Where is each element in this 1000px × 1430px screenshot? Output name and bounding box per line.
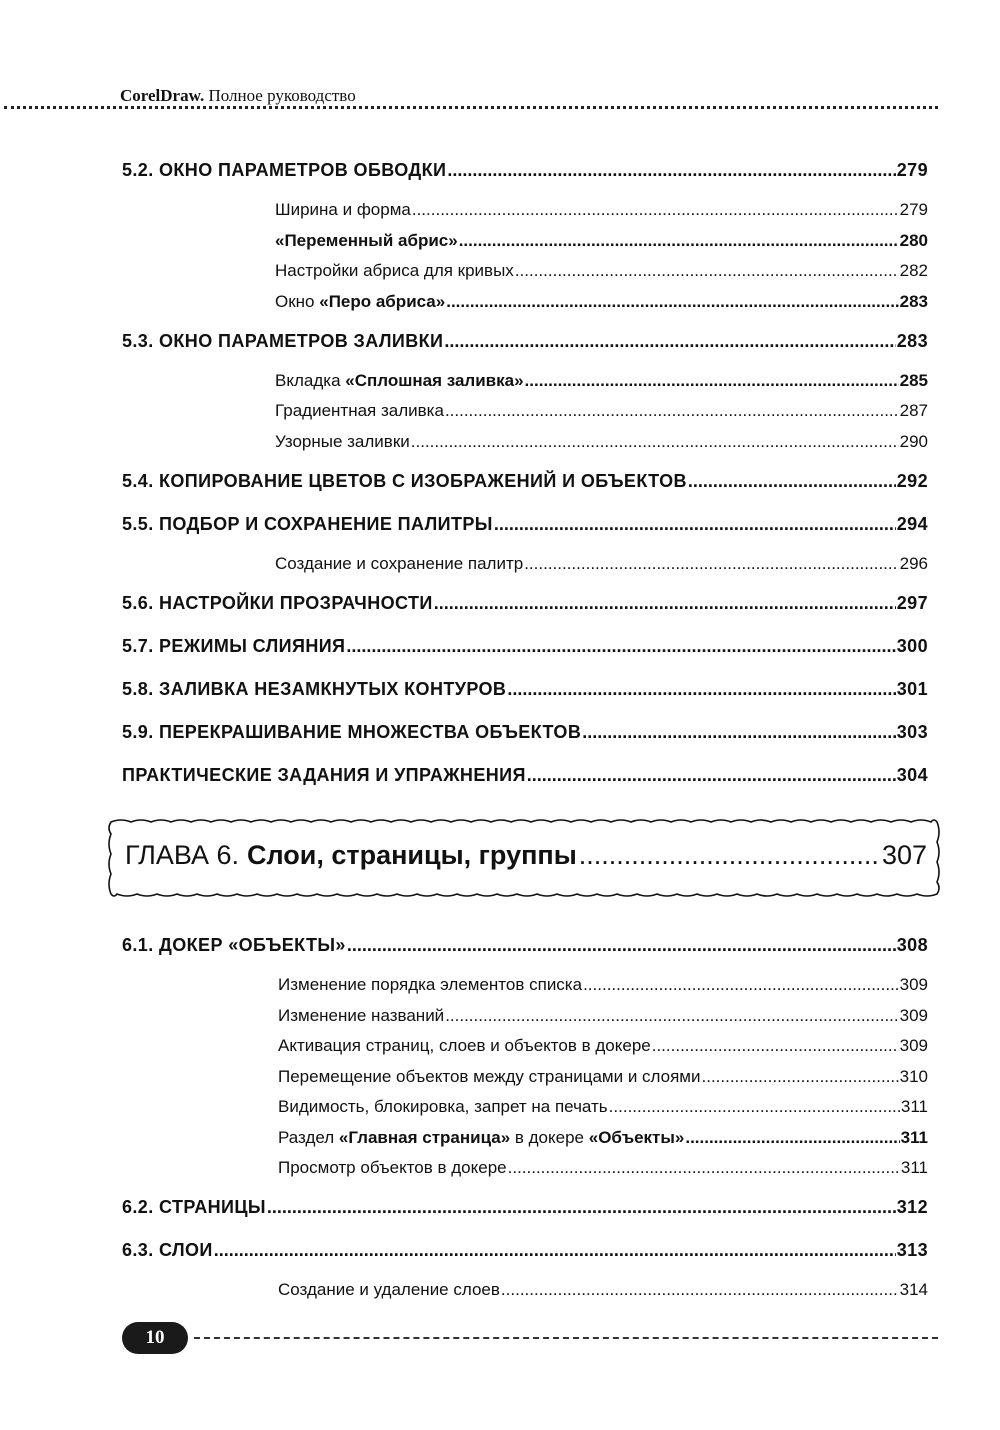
toc-entry-title: Видимость, блокировка, запрет на печать: [278, 1097, 608, 1116]
toc-entry-page: 303: [896, 721, 928, 742]
toc-entry-title: Настройки абриса для кривых: [275, 261, 514, 280]
book-title: CorelDraw.: [120, 86, 205, 105]
title-bold-part: «Перо абриса»: [319, 291, 446, 311]
toc-entry-page: 283: [896, 330, 928, 351]
chapter-title: Слои, страницы, группы: [246, 840, 577, 870]
toc-entry-5-4[interactable]: [122, 463, 928, 506]
toc-entry-page: 312: [896, 1197, 928, 1217]
toc-entry-page: 314: [899, 1280, 928, 1299]
toc-entry-title: 5.4. КОПИРОВАНИЕ ЦВЕТОВ С ИЗОБРАЖЕНИЙ И ОБЪЕКТОВ: [122, 470, 687, 491]
toc-entry-5-7[interactable]: [122, 628, 928, 671]
toc-subentry[interactable]: [278, 1001, 928, 1032]
toc-entry-6-2[interactable]: [122, 1189, 928, 1232]
leader-dots: [525, 366, 899, 397]
leader-dots: [508, 1153, 900, 1184]
toc-entry-5-2[interactable]: [122, 152, 928, 195]
leader-dots: [447, 152, 895, 188]
toc-entry-page: 313: [896, 1240, 928, 1260]
title-plain-part: Раздел: [278, 1127, 339, 1147]
toc-entry-title: Узорные заливки: [275, 431, 410, 451]
footer-dashed-rule: [194, 1337, 938, 1339]
toc-entry-page: 304: [896, 764, 928, 785]
toc-subentry[interactable]: [275, 287, 928, 323]
toc-entry-title: Активация страниц, слоев и объектов в докере: [278, 1036, 651, 1055]
leader-dots: [524, 549, 898, 580]
toc-section-5: [122, 152, 928, 800]
chapter-page: 307: [881, 840, 927, 870]
leader-dots: [685, 1123, 899, 1154]
chapter-label: ГЛАВА 6.: [125, 840, 239, 870]
toc-entry-page: 297: [896, 592, 928, 613]
toc-entry-title: [278, 1123, 684, 1154]
toc-entry-page: 292: [896, 470, 928, 491]
toc-subentry[interactable]: [275, 195, 928, 226]
toc-subentry[interactable]: [275, 226, 928, 257]
toc-entry-title: Перемещение объектов между страницами и слоями: [278, 1066, 701, 1086]
leader-dots: [501, 1275, 899, 1306]
toc-entry-page: 309: [899, 1005, 928, 1025]
leader-dots: [445, 396, 899, 427]
toc-entry-page: 283: [899, 291, 928, 311]
toc-subentry[interactable]: [275, 256, 928, 287]
chapter-title-line: [125, 840, 927, 871]
toc-entry-title: 5.6. НАСТРОЙКИ ПРОЗРАЧНОСТИ: [122, 592, 433, 613]
page-number-badge: 10: [122, 1322, 188, 1354]
toc-entry-title: [275, 366, 524, 397]
toc-entry-5-9[interactable]: [122, 714, 928, 757]
toc-entry-title: 5.2. ОКНО ПАРАМЕТРОВ ОБВОДКИ: [122, 160, 447, 180]
toc-entry-title: Изменение названий: [278, 1005, 445, 1025]
book-subtitle: Полное руководство: [208, 86, 356, 105]
header-dotted-rule: [4, 106, 938, 109]
leader-dots: [214, 1232, 896, 1268]
toc-entry-page: 311: [900, 1158, 928, 1177]
toc-entry-title: Ширина и форма: [275, 200, 411, 219]
toc-entry-5-8[interactable]: [122, 671, 928, 714]
leader-dots: [459, 226, 899, 257]
leader-dots: [583, 970, 899, 1001]
toc-entry-title: 5.7. РЕЖИМЫ СЛИЯНИЯ: [122, 635, 346, 656]
toc-entry-page: 310: [899, 1066, 928, 1086]
toc-subentry[interactable]: [278, 1062, 928, 1093]
toc-entry-5-6[interactable]: [122, 585, 928, 628]
toc-entry-page: 300: [896, 635, 928, 656]
toc-entry-page: 309: [899, 1036, 928, 1055]
toc-subentry[interactable]: [275, 366, 928, 397]
toc-entry-page: 285: [899, 370, 928, 390]
leader-dots: [346, 628, 895, 664]
title-bold-part: «Сплошная заливка»: [345, 370, 524, 390]
toc-subentry[interactable]: [278, 1031, 928, 1062]
toc-entry-title: 6.1. ДОКЕР «ОБЪЕКТЫ»: [122, 935, 346, 955]
leader-dots: [527, 757, 896, 793]
toc-entry-page: 308: [896, 935, 928, 955]
toc-entry-title: Создание и удаление слоев: [278, 1280, 500, 1299]
title-plain-part: в докере: [510, 1127, 589, 1147]
toc-entry-page: 282: [899, 261, 928, 280]
toc-entry-page: 287: [899, 401, 928, 420]
toc-entry-page: 280: [899, 230, 928, 250]
leader-dots: [446, 287, 898, 318]
toc-entry-page: 294: [896, 513, 928, 534]
leader-dots: [609, 1092, 900, 1123]
toc-entry-page: 311: [900, 1127, 928, 1147]
leader-dots: [515, 256, 899, 287]
toc-section-6: [122, 927, 928, 1306]
title-bold-part: «Объекты»: [588, 1127, 685, 1147]
toc-entry-5-5[interactable]: [122, 506, 928, 549]
leader-dots: [411, 427, 899, 458]
leader-dots: [582, 714, 896, 750]
toc-subentry[interactable]: [278, 1275, 928, 1306]
toc-subentry[interactable]: [278, 1092, 928, 1123]
toc-entry-title: Просмотр объектов в докере: [278, 1158, 507, 1177]
toc-entry-title: Создание и сохранение палитр: [275, 553, 524, 573]
toc-subentry[interactable]: [278, 1123, 928, 1154]
leader-dots: [507, 671, 895, 707]
leader-dots: [688, 463, 896, 499]
toc-entry-title: Градиентная заливка: [275, 401, 444, 420]
toc-entry-title: «Переменный абрис»: [275, 230, 458, 250]
title-plain-part: Вкладка: [275, 370, 346, 390]
toc-entry-title: Изменение порядка элементов списка: [278, 975, 583, 994]
toc-entry-title: ПРАКТИЧЕСКИЕ ЗАДАНИЯ И УПРАЖНЕНИЯ: [122, 764, 526, 785]
title-plain-part: Окно: [275, 291, 320, 311]
toc-subentry[interactable]: [278, 1153, 928, 1189]
toc-entry-title: 5.9. ПЕРЕКРАШИВАНИЕ МНОЖЕСТВА ОБЪЕКТОВ: [122, 721, 582, 742]
leader-dots: [444, 323, 895, 359]
toc-entry-page: 279: [899, 200, 928, 219]
toc-entry-title: 6.2. СТРАНИЦЫ: [122, 1197, 266, 1217]
toc-entry-6-1[interactable]: [122, 927, 928, 970]
leader-dots: [267, 1189, 896, 1225]
toc-entry-6-3[interactable]: [122, 1232, 928, 1275]
toc-entry-title: 5.3. ОКНО ПАРАМЕТРОВ ЗАЛИВКИ: [122, 330, 444, 351]
toc-entry-title: 6.3. СЛОИ: [122, 1240, 213, 1260]
running-header: [120, 86, 356, 106]
toc-subentry[interactable]: [278, 970, 928, 1001]
toc-entry-page: 309: [899, 975, 928, 994]
leader-dots: [412, 195, 899, 226]
leader-dots: [347, 927, 896, 963]
toc-entry-title: [275, 287, 445, 318]
toc-entry-5-3[interactable]: [122, 323, 928, 366]
leader-dots: [579, 840, 880, 871]
toc-entry-page: 311: [900, 1097, 928, 1116]
leader-dots: [652, 1031, 899, 1062]
toc-subentry[interactable]: [275, 396, 928, 427]
toc-entry-practice[interactable]: [122, 757, 928, 800]
toc-entry-title: 5.8. ЗАЛИВКА НЕЗАМКНУТЫХ КОНТУРОВ: [122, 678, 507, 699]
leader-dots: [702, 1062, 899, 1093]
chapter-heading-box[interactable]: [103, 814, 945, 902]
toc-entry-page: 296: [899, 553, 928, 573]
toc-entry-title: 5.5. ПОДБОР И СОХРАНЕНИЕ ПАЛИТРЫ: [122, 513, 493, 534]
toc-subentry[interactable]: [275, 427, 928, 463]
leader-dots: [494, 506, 896, 542]
leader-dots: [434, 585, 896, 621]
leader-dots: [445, 1001, 898, 1032]
toc-entry-page: 301: [896, 678, 928, 699]
title-bold-part: «Главная страница»: [338, 1127, 511, 1147]
toc-entry-page: 290: [899, 431, 928, 451]
toc-entry-page: 279: [896, 160, 928, 180]
toc-subentry[interactable]: [275, 549, 928, 585]
